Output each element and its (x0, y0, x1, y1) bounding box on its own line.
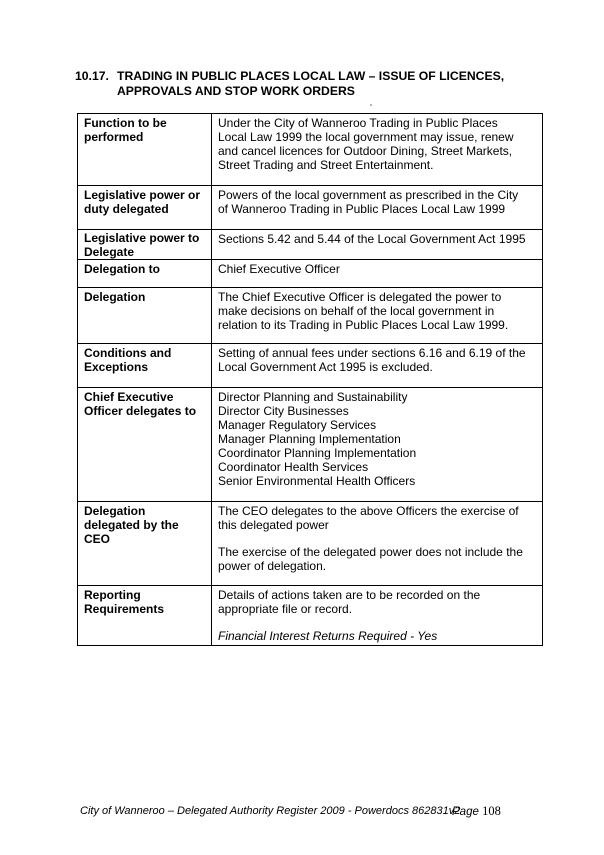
row-value-line: Financial Interest Returns Required - Yes (218, 629, 438, 643)
heading-title-line-1: TRADING IN PUBLIC PLACES LOCAL LAW – ISSUE OF LICENCES, (117, 69, 505, 83)
paragraph-gap (218, 616, 536, 629)
row-value-line: Director City Businesses (218, 404, 349, 418)
row-label (78, 114, 212, 186)
row-label-line: Legislative power to (84, 231, 200, 245)
row-value-line: Coordinator Health Services (218, 460, 369, 474)
section-heading (75, 69, 545, 99)
table-row (78, 288, 543, 344)
row-label-line: Delegation (84, 290, 146, 304)
row-value (212, 344, 543, 388)
row-value-line: Under the City of Wanneroo Trading in Public Places (218, 116, 498, 130)
row-label-line: Delegation to (84, 262, 161, 276)
row-value (212, 288, 543, 344)
row-value-line: Powers of the local government as prescribed in the City (218, 188, 519, 202)
row-value (212, 186, 543, 230)
row-label-line: performed (84, 130, 144, 144)
row-value-line: Sections 5.42 and 5.44 of the Local Government Act 1995 (218, 232, 526, 246)
row-label (78, 230, 212, 260)
row-value-line: Details of actions taken are to be recorded on the (218, 588, 481, 602)
footer-text: City of Wanneroo – Delegated Authority Register 2009 - Powerdocs 862831v2 (80, 805, 461, 817)
row-label (78, 186, 212, 230)
row-value (212, 260, 543, 288)
row-value-line: of Wanneroo Trading in Public Places Local Law 1999 (218, 202, 506, 216)
scan-speck (370, 104, 372, 106)
row-value-line: Street Trading and Street Entertainment. (218, 158, 434, 172)
row-label-line: Requirements (84, 602, 165, 616)
row-value-line: The CEO delegates to the above Officers the exercise of (218, 504, 519, 518)
row-label-line: Function to be (84, 116, 167, 130)
row-value-line: relation to its Trading in Public Places Local Law 1999. (218, 318, 509, 332)
table-row (78, 230, 543, 260)
row-value-line: Local Law 1999 the local government may issue, renew (218, 130, 514, 144)
paragraph-gap (218, 532, 536, 545)
delegation-table (77, 113, 543, 646)
row-value-line: this delegated power (218, 518, 329, 532)
table-row (78, 502, 543, 586)
table-row (78, 186, 543, 230)
table-row (78, 388, 543, 502)
row-value-line: Chief Executive Officer (218, 262, 340, 276)
row-label-line: CEO (84, 532, 111, 546)
heading-title-line-2: APPROVALS AND STOP WORK ORDERS (117, 84, 355, 98)
row-value-line: Manager Regulatory Services (218, 418, 377, 432)
row-value-line: Manager Planning Implementation (218, 432, 401, 446)
page-label: Page (452, 806, 479, 818)
row-label (78, 502, 212, 586)
row-value (212, 230, 543, 260)
row-label-line: Officer delegates to (84, 404, 197, 418)
row-label-line: Delegate (84, 245, 135, 259)
row-value-line: and cancel licences for Outdoor Dining, Street Markets, (218, 144, 513, 158)
row-label-line: Reporting (84, 588, 141, 602)
table-row (78, 344, 543, 388)
row-label-line: Delegation (84, 504, 146, 518)
row-label-line: Chief Executive (84, 390, 174, 404)
row-value-line: make decisions on behalf of the local government in (218, 304, 495, 318)
row-label (78, 260, 212, 288)
row-label (78, 586, 212, 646)
row-value-line: power of delegation. (218, 559, 327, 573)
row-value-line: The Chief Executive Officer is delegated the power to (218, 290, 502, 304)
row-value-line: appropriate file or record. (218, 602, 353, 616)
row-label (78, 288, 212, 344)
row-label-line: delegated by the (84, 518, 179, 532)
heading-line-1 (75, 69, 545, 84)
row-value (212, 502, 543, 586)
row-value (212, 388, 543, 502)
table-row (78, 114, 543, 186)
row-value-line: The exercise of the delegated power does not include the (218, 545, 523, 559)
heading-number: 10.17. (75, 69, 109, 83)
row-label (78, 344, 212, 388)
footer-page (452, 804, 501, 819)
row-value-line: Senior Environmental Health Officers (218, 474, 416, 488)
row-label-line: Legislative power or (84, 188, 201, 202)
row-value-line: Local Government Act 1995 is excluded. (218, 360, 433, 374)
row-label-line: duty delegated (84, 202, 169, 216)
row-value-line: Coordinator Planning Implementation (218, 446, 417, 460)
table-row (78, 260, 543, 288)
row-value-line: Setting of annual fees under sections 6.16 and 6.19 of the (218, 346, 526, 360)
row-label-line: Exceptions (84, 360, 149, 374)
row-label-line: Conditions and (84, 346, 172, 360)
row-value-line: Director Planning and Sustainability (218, 390, 408, 404)
row-value (212, 586, 543, 646)
row-value (212, 114, 543, 186)
row-label (78, 388, 212, 502)
table-row (78, 586, 543, 646)
page-number: 108 (482, 804, 501, 818)
